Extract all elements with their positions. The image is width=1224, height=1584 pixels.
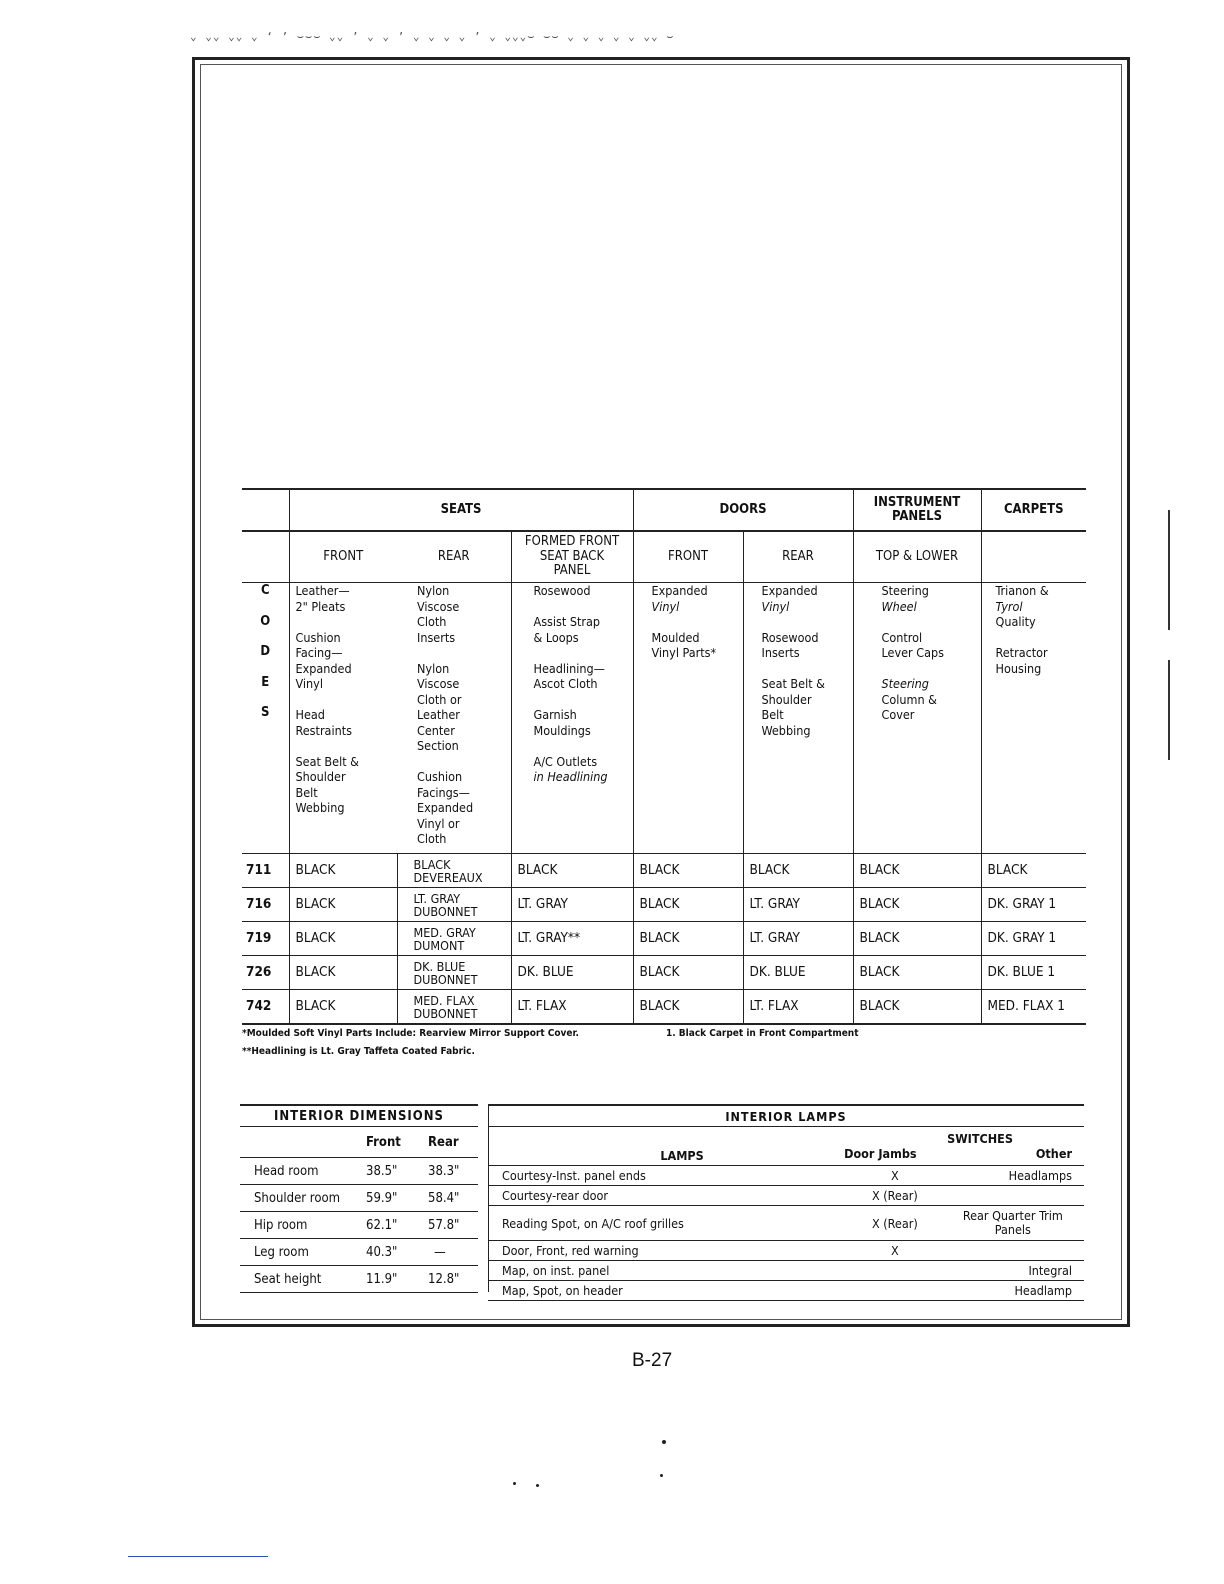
table-row: Hip room 62.1" 57.8" [240,1212,478,1239]
seats-header: SEATS [289,489,633,531]
seats-rear-description: Nylon Viscose Cloth Inserts Nylon Viscose Cloth or Leather Center Section Cushion Facings— Expanded Vinyl or Cloth [397,583,511,854]
dims-rear-header: Rear [420,1127,478,1158]
table-row: Shoulder room 59.9" 58.4" [240,1185,478,1212]
table-row: Head room 38.5" 38.3" [240,1158,478,1185]
table-row: Courtesy-rear door X (Rear) [488,1186,1084,1206]
lamps-left-rule [488,1104,489,1292]
carpets-description: Trianon & Tyrol Quality Retractor Housing [981,583,1086,854]
panels-top-lower-header: TOP & LOWER [853,531,981,583]
interior-lamps-table [488,1104,1084,1301]
table-row: 719 BLACK MED. GRAY DUMONT LT. GRAY** BLACK LT. GRAY BLACK DK. GRAY 1 [242,922,1086,956]
table-row: Courtesy-Inst. panel ends X Headlamps [488,1166,1084,1186]
door-jambs-header: Door Jambs [844,1146,917,1161]
trim-combinations-table [242,488,1086,1025]
page-number: B-27 [632,1350,673,1371]
seats-rear-header: REAR [437,548,470,564]
switches-header [836,1127,1084,1166]
doors-rear-header: REAR [743,531,853,583]
trim-code: 716 [242,888,289,922]
table-row: Leg room 40.3" — [240,1239,478,1266]
group-header-row [242,489,1086,531]
other-header: Other [1035,1146,1072,1161]
seats-front-header: FRONT [289,531,397,583]
doors-front-header: FRONT [633,531,743,583]
formed-panel-description: Rosewood Assist Strap & Loops Headlining— Ascot Cloth Garnish Mouldings A/C Outlets in Headlining [511,583,633,854]
trim-code: 742 [242,990,289,1025]
codes-letter: E [261,674,270,690]
table-row: Seat height 11.9" 12.8" [240,1266,478,1293]
doors-rear-description: Expanded Vinyl Rosewood Inserts Seat Belt & Shoulder Belt Webbing [743,583,853,854]
doors-front-description: Expanded Vinyl Moulded Vinyl Parts* [633,583,743,854]
table-row: Map, on inst. panel Integral [488,1261,1084,1281]
footnote-carpet: 1. Black Carpet in Front Compartment [666,1028,859,1039]
table-row: Reading Spot, on A/C roof grilles X (Rear) Rear Quarter Trim Panels [488,1206,1084,1241]
interior-dimensions-title: INTERIOR DIMENSIONS [240,1105,478,1127]
interior-lamps-title: INTERIOR LAMPS [488,1105,1084,1127]
table-row: Door, Front, red warning X [488,1241,1084,1261]
instrument-panels-header: INSTRUMENT PANELS [853,489,981,531]
panels-description: Steering Wheel Control Lever Caps Steering Column & Cover [853,583,981,854]
footnote-moulded-parts: *Moulded Soft Vinyl Parts Include: Rearview Mirror Support Cover. [242,1028,579,1039]
table-row: 711 BLACK BLACK DEVEREAUX BLACK BLACK BLACK BLACK BLACK [242,854,1086,888]
doors-header: DOORS [633,489,853,531]
formed-panel-header: FORMED FRONT SEAT BACK PANEL [511,531,633,583]
codes-letter: C [260,583,270,598]
scan-speck [662,1440,666,1444]
codes-letter: S [261,705,270,720]
sub-header-row [242,531,1086,583]
codes-letter: O [260,613,271,629]
codes-vertical-label [242,583,289,854]
codes-letter: D [260,644,271,659]
scan-speck [513,1482,516,1485]
trim-code: 726 [242,956,289,990]
table-row: 716 BLACK LT. GRAY DUBONNET LT. GRAY BLACK LT. GRAY BLACK DK. GRAY 1 [242,888,1086,922]
scan-speck [660,1474,663,1477]
scan-edge-mark [1168,510,1170,630]
description-row [242,583,1086,854]
carpets-header: CARPETS [981,489,1086,531]
scan-edge-mark [1168,660,1170,760]
scan-speck [536,1484,539,1487]
footnote-headlining: **Headlining is Lt. Gray Taffeta Coated Fabric. [242,1046,475,1057]
scan-edge-mark [128,1556,268,1557]
trim-code: 719 [242,922,289,956]
switches-label: SWITCHES [947,1131,1013,1146]
table-row: 742 BLACK MED. FLAX DUBONNET LT. FLAX BLACK LT. FLAX BLACK MED. FLAX 1 [242,990,1086,1025]
scan-artifact-line: ⌄ ⌄⌄ ⌄⌄ ⌄ ‘ ’ ⌣⌣⌣ ⌄⌄ ’ ⌄ ⌄ ’ ⌄ ⌄ ⌄ ⌄ ’ ⌄ ⌄⌄⌄⌣ ⌣⌣ ⌄ ⌄ ⌄ ⌄ ⌄ ⌄⌄ ⌣ [190,30,675,43]
trim-code: 711 [242,854,289,888]
table-row: Map, Spot, on header Headlamp [488,1281,1084,1301]
seats-front-description: Leather— 2" Pleats Cushion Facing— Expanded Vinyl Head Restraints Seat Belt & Shoulder Belt Webbing [289,583,397,854]
dims-front-header: Front [358,1127,420,1158]
lamps-header: LAMPS [488,1127,836,1166]
table-row: 726 BLACK DK. BLUE DUBONNET DK. BLUE BLACK DK. BLUE BLACK DK. BLUE 1 [242,956,1086,990]
interior-dimensions-table [240,1104,478,1293]
